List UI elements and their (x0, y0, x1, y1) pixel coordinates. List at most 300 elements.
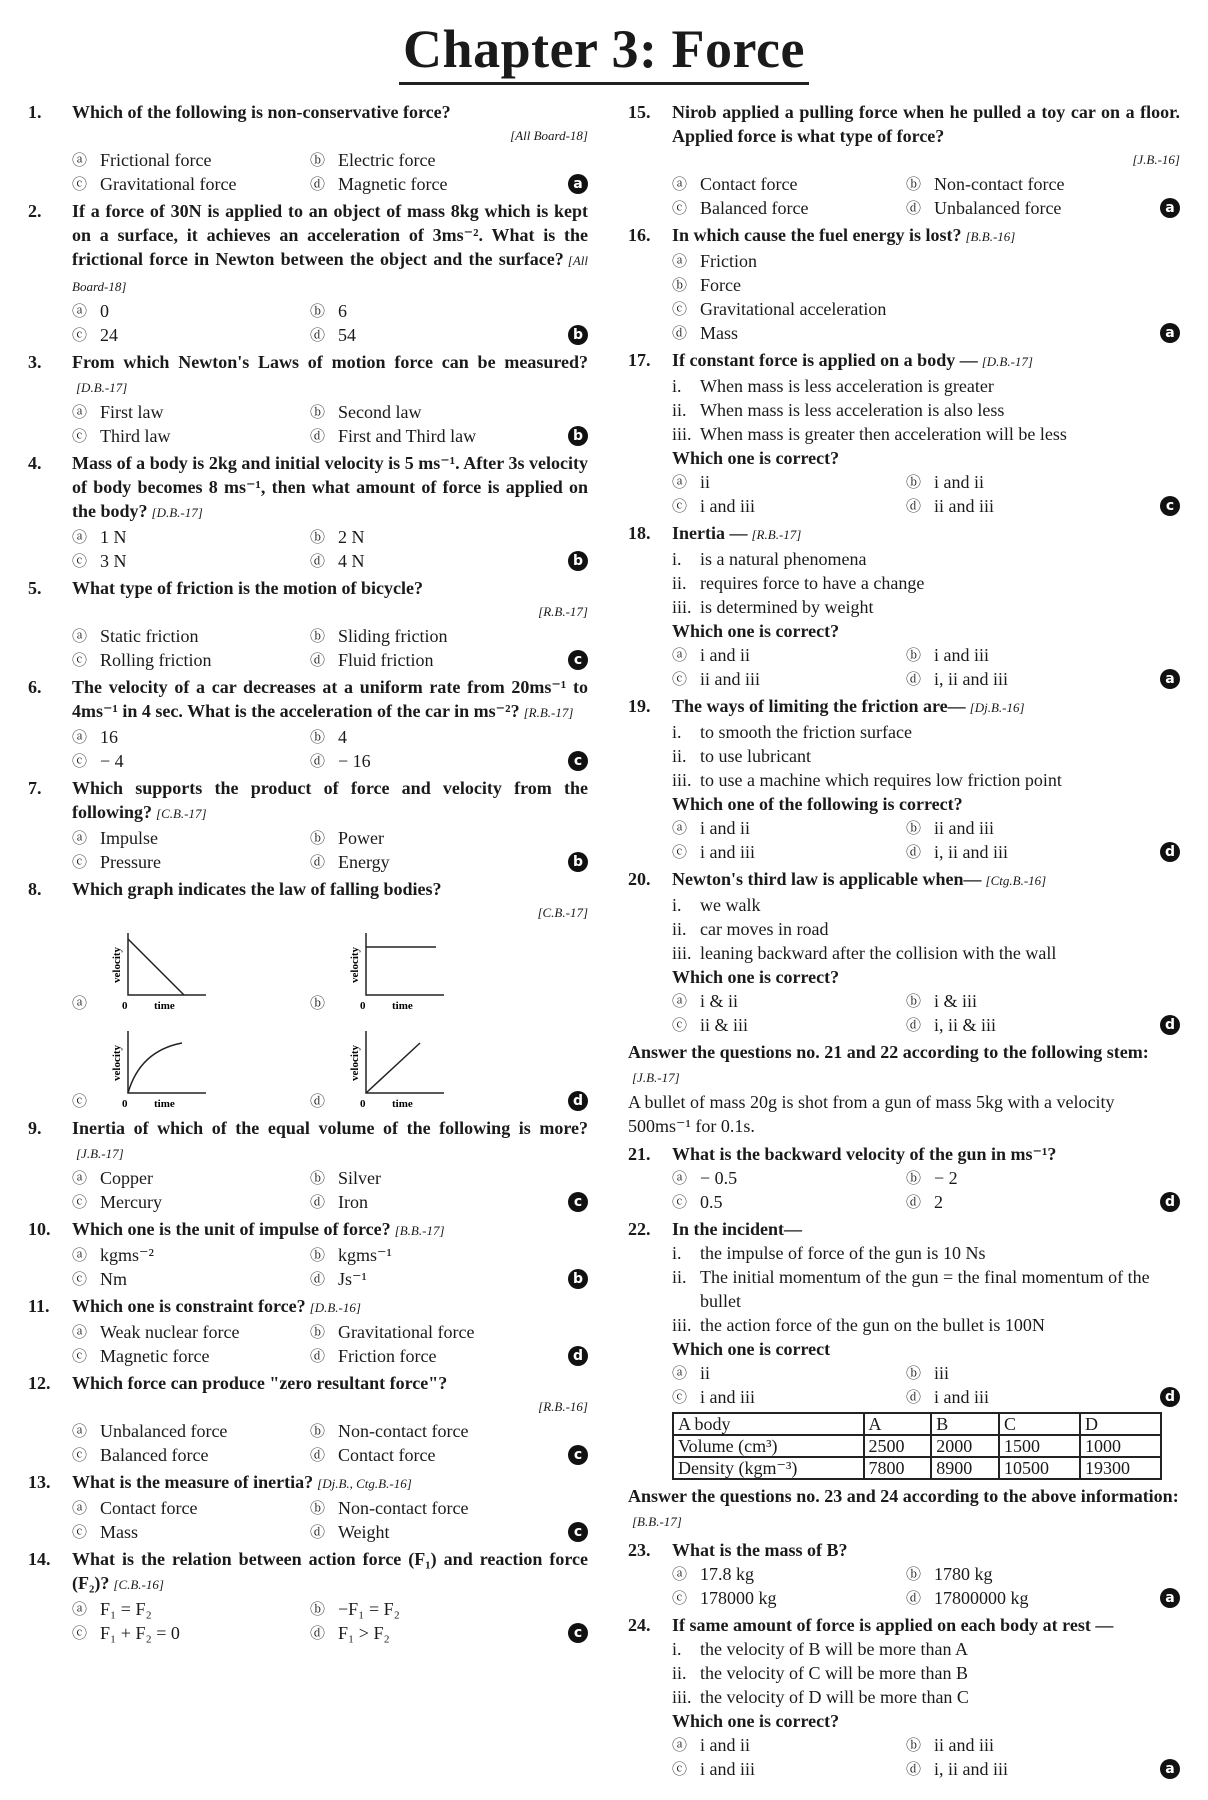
option-c (672, 494, 906, 518)
graph-constant (344, 925, 454, 1015)
option-text: Energy (338, 852, 390, 872)
statement (672, 1685, 1180, 1709)
option-a (72, 925, 310, 1015)
option-text: 1780 kg (934, 1564, 993, 1584)
option-text: Unbalanced force (100, 1421, 228, 1441)
option-text: i, ii & iii (934, 1015, 997, 1035)
option-b (310, 624, 548, 648)
option-a (672, 1166, 906, 1190)
option-letter-icon: ⓒ (72, 853, 88, 871)
option-letter-icon: ⓐ (672, 1169, 688, 1187)
option-letter-icon: ⓓ (310, 1624, 326, 1642)
option-c (72, 1443, 310, 1467)
options-list (672, 470, 1180, 518)
option-b (310, 725, 548, 749)
option-letter-icon: ⓓ (310, 552, 326, 570)
option-letter-icon: ⓓ (310, 1193, 326, 1211)
answer-badge-icon: d (1160, 1387, 1180, 1407)
question-header (28, 1116, 588, 1166)
option-d (906, 494, 1140, 518)
option-d (310, 1190, 548, 1214)
graph-x-label: time (154, 1098, 175, 1110)
question-number: 6. (28, 677, 42, 697)
option-text: Mercury (100, 1192, 162, 1212)
option-letter-icon: ⓓ (310, 651, 326, 669)
graph-y-label: velocity (111, 946, 123, 983)
option-text: First law (100, 402, 164, 422)
question-text-body: Which force can produce "zero resultant force"? (72, 1373, 448, 1393)
option-c (672, 667, 906, 691)
option-letter-icon: ⓑ (310, 627, 326, 645)
question-text-body: Which graph indicates the law of falling bodies? (72, 879, 442, 899)
option-letter-icon: ⓐ (672, 1736, 688, 1754)
options-list (672, 816, 1180, 864)
statement-numeral: i. (672, 376, 682, 396)
option-a (672, 989, 906, 1013)
question-body (72, 1166, 588, 1214)
option-a (72, 624, 310, 648)
question-text (672, 867, 1180, 893)
table-cell: 8900 (931, 1457, 999, 1479)
question-header (628, 521, 1180, 547)
option-text: F₁ + F₂ = 0 (100, 1623, 180, 1643)
table-cell: 2000 (931, 1435, 999, 1457)
option-letter-icon: ⓐ (72, 728, 88, 746)
table-cell: A body (673, 1413, 864, 1435)
question-source: [R.B.-17] (538, 604, 588, 619)
graph-axes (128, 933, 206, 995)
question-prompt: Which one is correct? (672, 448, 840, 468)
option-c (72, 549, 310, 573)
options-list (672, 172, 1180, 220)
option-letter-icon: ⓒ (672, 843, 688, 861)
question-number: 7. (28, 778, 42, 798)
table-cell: 7800 (864, 1457, 932, 1479)
question-text (72, 1470, 588, 1496)
option-letter-icon: ⓑ (906, 819, 922, 837)
question-text (672, 348, 1180, 374)
option-letter-icon: ⓐ (72, 302, 88, 320)
question-header (28, 100, 588, 148)
option-text: − 2 (934, 1168, 958, 1188)
question-item (628, 348, 1180, 518)
question-source: [All Board-18] (510, 128, 588, 143)
question-text (672, 1142, 1180, 1166)
option-text: Unbalanced force (934, 198, 1062, 218)
question-text-body: What is the mass of B? (672, 1540, 848, 1560)
statement-text: requires force to have a change (700, 573, 925, 593)
option-letter-icon: ⓒ (672, 1016, 688, 1034)
option-text: F₁ > F₂ (338, 1623, 390, 1643)
option-b (906, 470, 1140, 494)
option-letter-icon: ⓑ (906, 175, 922, 193)
question-header (628, 1142, 1180, 1166)
option-text: 4 N (338, 551, 365, 571)
option-a (672, 172, 906, 196)
option-d (906, 1385, 1140, 1409)
option-text: Magnetic force (338, 174, 448, 194)
option-letter-icon: ⓒ (672, 199, 688, 217)
answer-badge-icon: c (568, 1623, 588, 1643)
answer-badge-icon: a (1160, 323, 1180, 343)
graph-curve (366, 1043, 420, 1093)
option-text: ii and iii (934, 1735, 994, 1755)
option-text: − 16 (338, 751, 371, 771)
option-text: Iron (338, 1192, 368, 1212)
graph-linear-up (344, 1023, 454, 1113)
option-text: Js⁻¹ (338, 1269, 367, 1289)
question-text-body: What is the backward velocity of the gun in ms⁻¹? (672, 1144, 1057, 1164)
question-item (28, 199, 588, 347)
question-body (72, 1597, 588, 1645)
option-b (906, 1361, 1140, 1385)
question-item (628, 223, 1180, 345)
question-text-body: Inertia of which of the equal volume of the following is more? (72, 1118, 588, 1138)
question-text-body: From which Newton's Laws of motion force can be measured? (72, 352, 588, 372)
table-cell: 19300 (1080, 1457, 1161, 1479)
option-b (310, 1166, 548, 1190)
option-letter-icon: ⓒ (672, 1388, 688, 1406)
option-b (310, 148, 548, 172)
option-letter-icon: ⓑ (310, 1499, 326, 1517)
option-text: i and ii (934, 472, 984, 492)
option-letter-icon: ⓐ (72, 403, 88, 421)
option-letter-icon: ⓐ (672, 473, 688, 491)
option-d (906, 1586, 1140, 1610)
question-header (628, 223, 1180, 249)
option-text: 1 N (100, 527, 127, 547)
question-header (628, 1613, 1180, 1637)
question-stem (628, 1484, 1180, 1534)
option-letter-icon: ⓓ (310, 326, 326, 344)
question-text (72, 1217, 588, 1243)
option-c (72, 323, 310, 347)
options-list (72, 1166, 588, 1214)
option-letter-icon: ⓓ (906, 1760, 922, 1778)
option-a (72, 1243, 310, 1267)
question-text (672, 1613, 1180, 1637)
option-c (72, 1267, 310, 1291)
answer-badge-icon: c (568, 1445, 588, 1465)
option-text: kgms⁻² (100, 1245, 154, 1265)
option-text: ii and iii (934, 496, 994, 516)
option-letter-icon: ⓐ (672, 646, 688, 664)
statement (672, 1637, 1180, 1661)
question-source: [Ctg.B.-16] (985, 873, 1047, 888)
question-body (672, 374, 1180, 518)
question-source: [Dj.B.-16] (969, 700, 1025, 715)
option-letter-icon: ⓑ (906, 1736, 922, 1754)
option-letter-icon: ⓓ (310, 1347, 326, 1365)
data-table (672, 1412, 1162, 1480)
statement-text: is determined by weight (700, 597, 874, 617)
question-text (72, 451, 588, 525)
statement-text: is a natural phenomena (700, 549, 867, 569)
option-text: Fluid friction (338, 650, 434, 670)
question-text (672, 223, 1180, 249)
statement-text: the impulse of force of the gun is 10 Ns (700, 1243, 986, 1263)
option-d (906, 667, 1140, 691)
option-text: i and iii (934, 1387, 989, 1407)
graph-y-label: velocity (111, 1044, 123, 1081)
question-header (28, 877, 588, 925)
option-d (310, 1023, 548, 1113)
option-letter-icon: ⓒ (72, 1446, 88, 1464)
option-letter-icon: ⓓ (906, 497, 922, 515)
option-letter-icon: ⓓ (906, 843, 922, 861)
option-letter-icon: ⓑ (310, 829, 326, 847)
option-c (72, 648, 310, 672)
graph-x-label: time (154, 1000, 175, 1012)
statement-numeral: i. (672, 1639, 682, 1659)
answer-badge-icon: a (1160, 1759, 1180, 1779)
option-text: First and Third law (338, 426, 477, 446)
option-letter-icon: ⓒ (672, 670, 688, 688)
option-text: Copper (100, 1168, 153, 1188)
options-list (672, 1361, 1180, 1409)
option-letter-icon: ⓐ (72, 1600, 88, 1618)
option-text: Friction (700, 251, 757, 271)
option-letter-icon: ⓓ (310, 853, 326, 871)
question-number: 20. (628, 869, 651, 889)
option-text: Friction force (338, 1346, 437, 1366)
option-c (672, 840, 906, 864)
option-letter-icon: ⓑ (310, 528, 326, 546)
question-number: 18. (628, 523, 651, 543)
statement-numeral: i. (672, 549, 682, 569)
chapter-title-wrap (0, 18, 1208, 85)
option-letter-icon: ⓓ (310, 427, 326, 445)
option-text: i, ii and iii (934, 842, 1008, 862)
options-list (672, 989, 1180, 1037)
option-letter-icon: ⓒ (672, 1193, 688, 1211)
answer-badge-icon: d (568, 1346, 588, 1366)
option-text: Impulse (100, 828, 158, 848)
option-a (672, 643, 906, 667)
table-row (673, 1413, 1161, 1435)
question-source: [J.B.-16] (1132, 152, 1180, 167)
stem-source: [B.B.-17] (632, 1514, 682, 1529)
statement-text: When mass is less acceleration is greater (700, 376, 994, 396)
option-text: Weak nuclear force (100, 1322, 240, 1342)
option-text: Magnetic force (100, 1346, 210, 1366)
question-prompt: Which one is correct? (672, 967, 840, 987)
statement-numeral: iii. (672, 1315, 692, 1335)
question-source: [R.B.-17] (751, 527, 802, 542)
option-letter-icon: ⓐ (672, 252, 688, 270)
question-source: [D.B.-17] (151, 505, 203, 520)
option-a (72, 1166, 310, 1190)
answer-badge-icon: b (568, 426, 588, 446)
question-item (28, 451, 588, 573)
option-a (672, 470, 906, 494)
question-text-body: What is the measure of inertia? (72, 1472, 314, 1492)
option-b (906, 172, 1140, 196)
option-letter-icon: ⓒ (672, 300, 688, 318)
right-column (628, 100, 1180, 1784)
option-a (72, 299, 310, 323)
option-letter-icon: ⓑ (310, 1169, 326, 1187)
option-d (310, 424, 548, 448)
statement (672, 1661, 1180, 1685)
option-c (72, 850, 310, 874)
option-letter-icon: ⓑ (906, 646, 922, 664)
option-b (906, 1733, 1140, 1757)
option-letter-icon: ⓒ (672, 1760, 688, 1778)
option-b (310, 925, 548, 1015)
option-b (310, 1243, 548, 1267)
option-letter-icon: ⓐ (672, 1364, 688, 1382)
table-row (673, 1435, 1161, 1457)
option-letter-icon: ⓑ (906, 1169, 922, 1187)
question-number: 22. (628, 1219, 651, 1239)
question-header (628, 348, 1180, 374)
option-text: ii & iii (700, 1015, 749, 1035)
option-text: Third law (100, 426, 171, 446)
option-text: i, ii and iii (934, 669, 1008, 689)
question-source: [D.B.-17] (981, 354, 1033, 369)
answer-badge-icon: a (1160, 1588, 1180, 1608)
option-letter-icon: ⓒ (72, 1270, 88, 1288)
question-number: 21. (628, 1144, 651, 1164)
question-item (28, 1116, 588, 1214)
statement-numeral: iii. (672, 943, 692, 963)
question-header (28, 1470, 588, 1496)
option-c (72, 1190, 310, 1214)
option-c (672, 297, 1140, 321)
option-text: Sliding friction (338, 626, 448, 646)
option-b (310, 1320, 548, 1344)
question-item (628, 521, 1180, 691)
question-item (28, 877, 588, 1113)
option-letter-icon: ⓐ (72, 1499, 88, 1517)
question-source: [C.B.-17] (156, 806, 207, 821)
option-b (906, 643, 1140, 667)
answer-badge-icon: b (568, 1269, 588, 1289)
question-text-body: Mass of a body is 2kg and initial velocity is 5 ms⁻¹. After 3s velocity of body becomes 8 ms⁻¹, then what amount of force is applied on the body? (72, 453, 588, 521)
option-d (310, 323, 548, 347)
table-cell: D (1080, 1413, 1161, 1435)
statement (672, 1265, 1180, 1313)
option-letter-icon: ⓑ (906, 473, 922, 491)
question-item (628, 1142, 1180, 1214)
question-header (28, 776, 588, 826)
option-letter-icon: ⓒ (72, 427, 88, 445)
option-c (672, 1190, 906, 1214)
statement (672, 941, 1180, 965)
option-letter-icon: ⓓ (906, 670, 922, 688)
question-number: 17. (628, 350, 651, 370)
option-letter-icon: ⓓ (906, 199, 922, 217)
question-text (72, 877, 588, 925)
option-text: 0.5 (700, 1192, 723, 1212)
question-text-body: Which of the following is non-conservative force? (72, 102, 451, 122)
question-text-body: In which cause the fuel energy is lost? (672, 225, 962, 245)
option-text: 3 N (100, 551, 127, 571)
option-text: Frictional force (100, 150, 212, 170)
graph-y-label: velocity (349, 1044, 361, 1081)
question-number: 19. (628, 696, 651, 716)
statement-numeral: ii. (672, 1663, 687, 1683)
question-source: [C.B.-16] (113, 1577, 164, 1592)
question-header (28, 1547, 588, 1597)
option-text: Silver (338, 1168, 381, 1188)
option-b (310, 1419, 548, 1443)
question-text-body: If same amount of force is applied on each body at rest — (672, 1615, 1114, 1635)
option-text: − 0.5 (700, 1168, 738, 1188)
option-d (310, 549, 548, 573)
question-header (628, 1538, 1180, 1562)
options-list (72, 1320, 588, 1368)
statement (672, 744, 1180, 768)
question-text (72, 1371, 588, 1419)
answer-badge-icon: c (1160, 496, 1180, 516)
option-letter-icon: ⓓ (310, 752, 326, 770)
question-header (28, 199, 588, 299)
option-text: 24 (100, 325, 118, 345)
question-text (72, 350, 588, 400)
options-list (72, 299, 588, 347)
option-text: Gravitational force (100, 174, 237, 194)
statement-numeral: ii. (672, 746, 687, 766)
option-c (72, 424, 310, 448)
option-text: ii and iii (700, 669, 760, 689)
graph-axes (128, 1031, 206, 1093)
option-text: i & ii (700, 991, 739, 1011)
option-text: Power (338, 828, 384, 848)
graph-decreasing (106, 925, 216, 1015)
option-d (310, 1443, 548, 1467)
question-text-body: The velocity of a car decreases at a uniform rate from 20ms⁻¹ to 4ms⁻¹ in 4 sec. What is the acceleration of the car in ms⁻²? (72, 677, 588, 721)
chapter-title: Chapter 3: Force (399, 18, 809, 85)
statement-text: The initial momentum of the gun = the final momentum of the bullet (700, 1267, 1150, 1311)
question-source: [J.B.-17] (76, 1146, 124, 1161)
option-b (310, 826, 548, 850)
option-letter-icon: ⓐ (72, 627, 88, 645)
graph-y-label: velocity (349, 946, 361, 983)
statement-text: the velocity of D will be more than C (700, 1687, 969, 1707)
table-cell: 10500 (999, 1457, 1080, 1479)
question-source: [Dj.B., Ctg.B.-16] (317, 1476, 412, 1491)
question-number: 11. (28, 1296, 50, 1316)
option-c (72, 1520, 310, 1544)
stem-source: [J.B.-17] (632, 1070, 680, 1085)
statement (672, 547, 1180, 571)
options-list (72, 1243, 588, 1291)
statement-numeral: iii. (672, 770, 692, 790)
question-header (28, 451, 588, 525)
answer-badge-icon: a (568, 174, 588, 194)
option-letter-icon: ⓐ (672, 175, 688, 193)
options-list (672, 1562, 1180, 1610)
question-number: 24. (628, 1615, 651, 1635)
question-header (628, 100, 1180, 172)
option-letter-icon: ⓐ (72, 994, 88, 1012)
question-text-body: Newton's third law is applicable when— (672, 869, 982, 889)
options-list (72, 725, 588, 773)
question-text (72, 1116, 588, 1166)
question-number: 12. (28, 1373, 51, 1393)
statement (672, 720, 1180, 744)
question-item (28, 350, 588, 448)
statement-text: leaning backward after the collision with the wall (700, 943, 1057, 963)
option-letter-icon: ⓐ (72, 1323, 88, 1341)
question-prompt: Which one is correct? (672, 621, 840, 641)
option-text: Contact force (338, 1445, 436, 1465)
option-text: Balanced force (100, 1445, 209, 1465)
option-a (72, 148, 310, 172)
option-c (72, 749, 310, 773)
